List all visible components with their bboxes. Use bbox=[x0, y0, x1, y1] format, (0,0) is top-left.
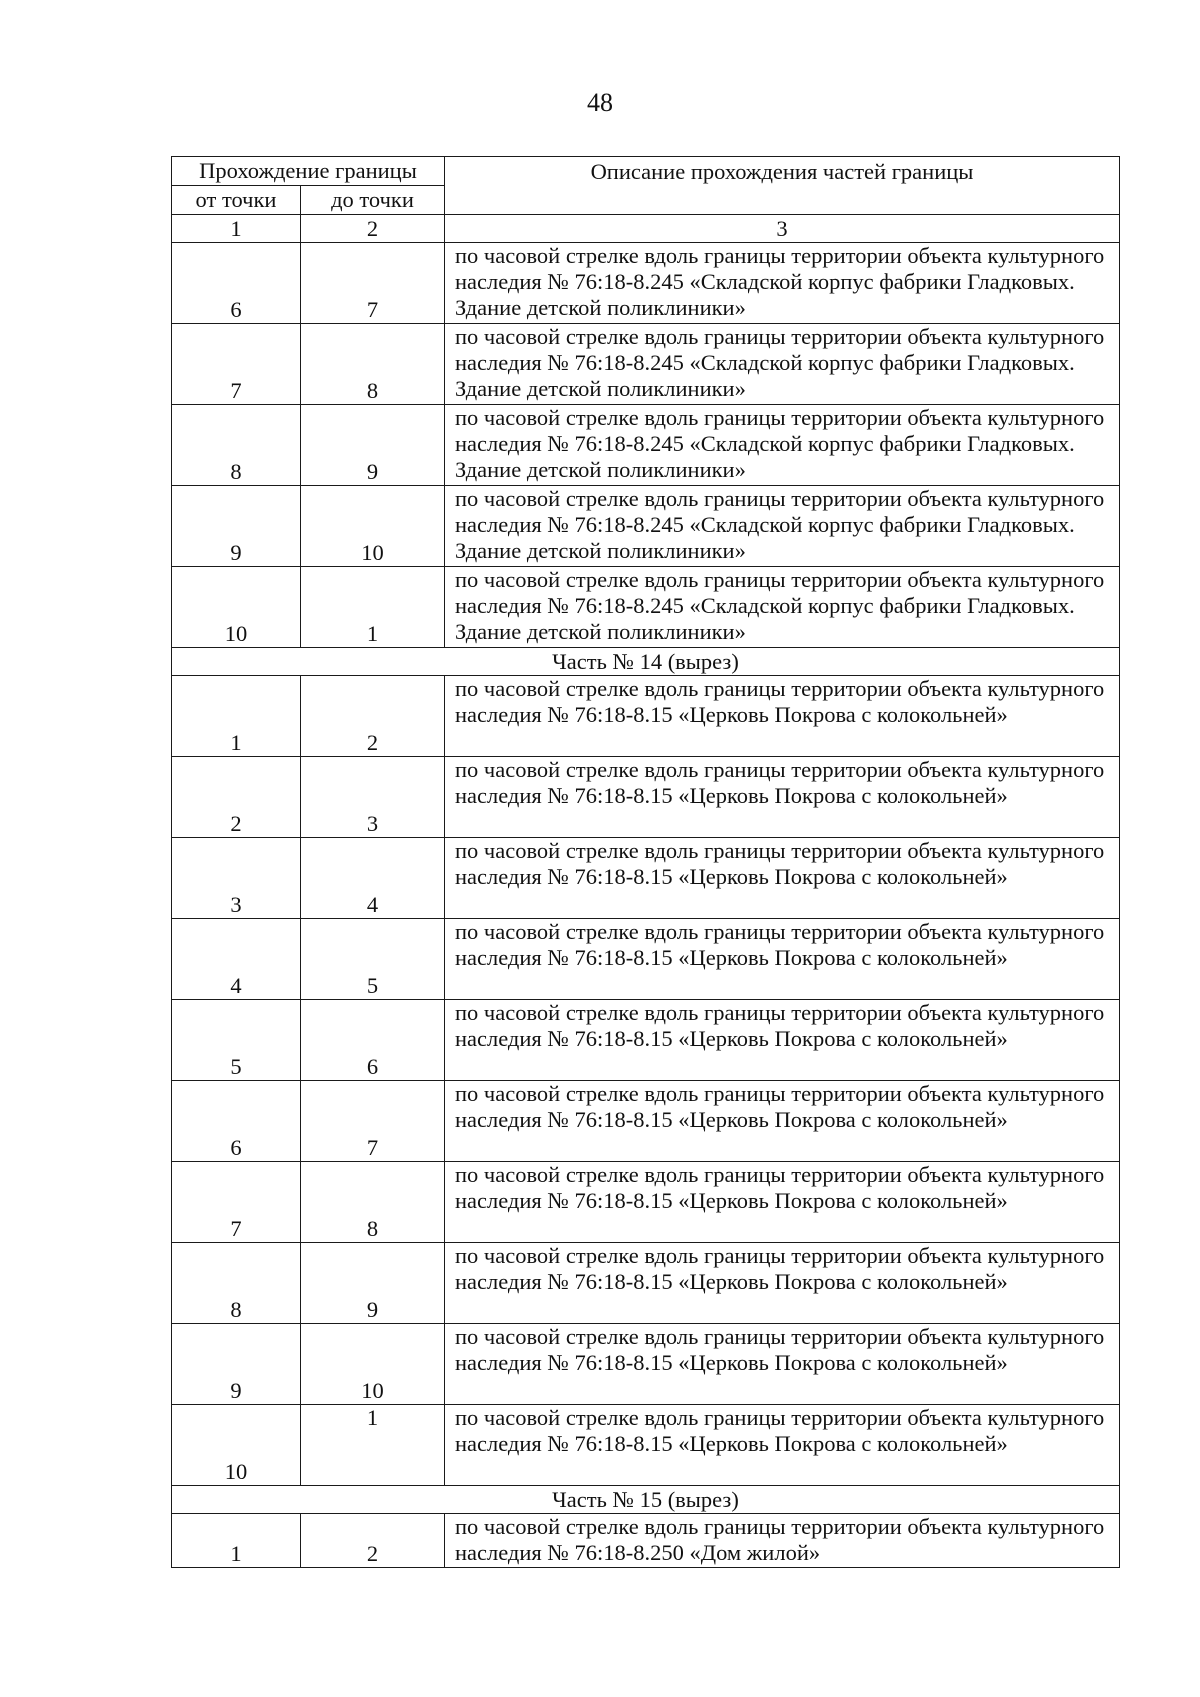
part-heading-row bbox=[172, 1486, 1120, 1514]
table-row bbox=[172, 1162, 1120, 1243]
description-cell: по часовой стрелке вдоль границы территории объекта культурного наследия № 76:18-8.15 «Церковь Покрова с колокольней» bbox=[445, 919, 1120, 1000]
to-point-cell: 3 bbox=[301, 757, 445, 838]
from-point-cell: 3 bbox=[172, 838, 301, 919]
from-point-cell: 7 bbox=[172, 1162, 301, 1243]
to-point-cell: 10 bbox=[301, 486, 445, 567]
from-point-cell: 6 bbox=[172, 243, 301, 324]
description-cell: по часовой стрелке вдоль границы территории объекта культурного наследия № 76:18-8.245 «Складской корпус фабрики Гладковых. Здание детской поликлиники» bbox=[445, 324, 1120, 405]
from-point-cell: 1 bbox=[172, 676, 301, 757]
from-point-cell: 4 bbox=[172, 919, 301, 1000]
header-col-number-3: 3 bbox=[445, 215, 1120, 243]
description-cell: по часовой стрелке вдоль границы территории объекта культурного наследия № 76:18-8.245 «Складской корпус фабрики Гладковых. Здание детской поликлиники» bbox=[445, 486, 1120, 567]
table-row bbox=[172, 1514, 1120, 1568]
from-point-cell: 5 bbox=[172, 1000, 301, 1081]
table-row bbox=[172, 243, 1120, 324]
table-row bbox=[172, 1243, 1120, 1324]
table-row bbox=[172, 1324, 1120, 1405]
to-point-cell: 8 bbox=[301, 1162, 445, 1243]
header-description: Описание прохождения частей границы bbox=[445, 157, 1120, 215]
to-point-cell: 6 bbox=[301, 1000, 445, 1081]
table-row bbox=[172, 486, 1120, 567]
table-row bbox=[172, 838, 1120, 919]
part-heading: Часть № 14 (вырез) bbox=[172, 648, 1120, 676]
table-row bbox=[172, 405, 1120, 486]
from-point-cell: 1 bbox=[172, 1514, 301, 1568]
description-cell: по часовой стрелке вдоль границы территории объекта культурного наследия № 76:18-8.15 «Церковь Покрова с колокольней» bbox=[445, 1324, 1120, 1405]
header-to-point: до точки bbox=[301, 186, 445, 215]
to-point-cell: 8 bbox=[301, 324, 445, 405]
to-point-cell: 1 bbox=[301, 1405, 445, 1486]
description-cell: по часовой стрелке вдоль границы территории объекта культурного наследия № 76:18-8.245 «Складской корпус фабрики Гладковых. Здание детской поликлиники» bbox=[445, 567, 1120, 648]
table-row bbox=[172, 919, 1120, 1000]
header-col-number-2: 2 bbox=[301, 215, 445, 243]
table-body bbox=[172, 243, 1120, 1568]
to-point-cell: 2 bbox=[301, 676, 445, 757]
to-point-cell: 7 bbox=[301, 243, 445, 324]
description-cell: по часовой стрелке вдоль границы территории объекта культурного наследия № 76:18-8.250 «Дом жилой» bbox=[445, 1514, 1120, 1568]
to-point-cell: 9 bbox=[301, 405, 445, 486]
from-point-cell: 8 bbox=[172, 405, 301, 486]
boundary-table bbox=[171, 156, 1120, 1568]
from-point-cell: 8 bbox=[172, 1243, 301, 1324]
to-point-cell: 5 bbox=[301, 919, 445, 1000]
description-cell: по часовой стрелке вдоль границы территории объекта культурного наследия № 76:18-8.15 «Церковь Покрова с колокольней» bbox=[445, 1000, 1120, 1081]
to-point-cell: 1 bbox=[301, 567, 445, 648]
header-from-point: от точки bbox=[172, 186, 301, 215]
description-cell: по часовой стрелке вдоль границы территории объекта культурного наследия № 76:18-8.15 «Церковь Покрова с колокольней» bbox=[445, 838, 1120, 919]
to-point-cell: 10 bbox=[301, 1324, 445, 1405]
description-cell: по часовой стрелке вдоль границы территории объекта культурного наследия № 76:18-8.15 «Церковь Покрова с колокольней» bbox=[445, 676, 1120, 757]
from-point-cell: 9 bbox=[172, 486, 301, 567]
description-cell: по часовой стрелке вдоль границы территории объекта культурного наследия № 76:18-8.15 «Церковь Покрова с колокольней» bbox=[445, 1081, 1120, 1162]
table-row bbox=[172, 1000, 1120, 1081]
table-row bbox=[172, 676, 1120, 757]
table-row bbox=[172, 1081, 1120, 1162]
header-col-number-1: 1 bbox=[172, 215, 301, 243]
description-cell: по часовой стрелке вдоль границы территории объекта культурного наследия № 76:18-8.245 «Складской корпус фабрики Гладковых. Здание детской поликлиники» bbox=[445, 243, 1120, 324]
to-point-cell: 4 bbox=[301, 838, 445, 919]
from-point-cell: 10 bbox=[172, 567, 301, 648]
to-point-cell: 7 bbox=[301, 1081, 445, 1162]
table-row bbox=[172, 324, 1120, 405]
to-point-cell: 9 bbox=[301, 1243, 445, 1324]
from-point-cell: 7 bbox=[172, 324, 301, 405]
description-cell: по часовой стрелке вдоль границы территории объекта культурного наследия № 76:18-8.15 «Церковь Покрова с колокольней» bbox=[445, 757, 1120, 838]
page-number: 48 bbox=[587, 88, 613, 117]
from-point-cell: 10 bbox=[172, 1405, 301, 1486]
description-cell: по часовой стрелке вдоль границы территории объекта культурного наследия № 76:18-8.245 «Складской корпус фабрики Гладковых. Здание детской поликлиники» bbox=[445, 405, 1120, 486]
part-heading: Часть № 15 (вырез) bbox=[172, 1486, 1120, 1514]
from-point-cell: 6 bbox=[172, 1081, 301, 1162]
description-cell: по часовой стрелке вдоль границы территории объекта культурного наследия № 76:18-8.15 «Церковь Покрова с колокольней» bbox=[445, 1243, 1120, 1324]
from-point-cell: 9 bbox=[172, 1324, 301, 1405]
header-passage: Прохождение границы bbox=[172, 157, 445, 186]
part-heading-row bbox=[172, 648, 1120, 676]
description-cell: по часовой стрелке вдоль границы территории объекта культурного наследия № 76:18-8.15 «Церковь Покрова с колокольней» bbox=[445, 1405, 1120, 1486]
to-point-cell: 2 bbox=[301, 1514, 445, 1568]
table-row bbox=[172, 567, 1120, 648]
table-row bbox=[172, 757, 1120, 838]
table-row bbox=[172, 1405, 1120, 1486]
description-cell: по часовой стрелке вдоль границы территории объекта культурного наследия № 76:18-8.15 «Церковь Покрова с колокольней» bbox=[445, 1162, 1120, 1243]
from-point-cell: 2 bbox=[172, 757, 301, 838]
